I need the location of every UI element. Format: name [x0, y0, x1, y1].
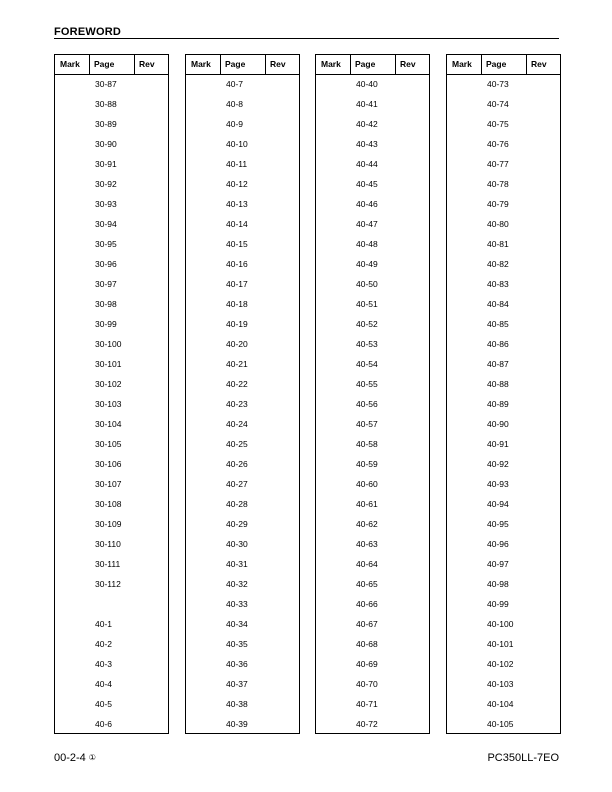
table-row: 40-60	[356, 479, 378, 489]
table-row: 40-51	[356, 299, 378, 309]
table-row: 40-64	[356, 559, 378, 569]
table-row: 40-90	[487, 419, 509, 429]
table-row: 40-67	[356, 619, 378, 629]
column-header-mark: Mark	[452, 59, 472, 69]
table-row: 40-29	[226, 519, 248, 529]
table-row: 40-75	[487, 119, 509, 129]
table-row: 30-91	[95, 159, 117, 169]
table-row: 40-21	[226, 359, 248, 369]
table-row: 40-68	[356, 639, 378, 649]
table-row: 40-99	[487, 599, 509, 609]
table-row: 40-54	[356, 359, 378, 369]
table-row: 40-48	[356, 239, 378, 249]
column-header-mark: Mark	[321, 59, 341, 69]
footer-page-number	[54, 752, 96, 764]
table-row: 40-98	[487, 579, 509, 589]
column-header-rev: Rev	[400, 59, 416, 69]
table-row: 30-98	[95, 299, 117, 309]
table-row: 40-55	[356, 379, 378, 389]
column-divider	[265, 55, 266, 75]
table-row: 40-19	[226, 319, 248, 329]
table-row: 40-35	[226, 639, 248, 649]
table-row: 40-91	[487, 439, 509, 449]
table-row: 40-14	[226, 219, 248, 229]
table-row: 40-18	[226, 299, 248, 309]
table-row: 30-112	[95, 579, 121, 589]
table-row: 40-87	[487, 359, 509, 369]
table-row: 30-92	[95, 179, 117, 189]
page-list-table-3	[315, 54, 430, 734]
column-divider	[220, 55, 221, 75]
table-row: 40-61	[356, 499, 378, 509]
table-row: 40-20	[226, 339, 248, 349]
table-row: 40-71	[356, 699, 378, 709]
table-header	[316, 55, 429, 75]
table-row: 40-32	[226, 579, 248, 589]
table-row: 40-78	[487, 179, 509, 189]
table-row: 40-50	[356, 279, 378, 289]
table-row: 40-5	[95, 699, 113, 709]
table-row: 30-105	[95, 439, 122, 449]
table-row: 40-53	[356, 339, 378, 349]
table-row: 40-13	[226, 199, 248, 209]
table-row: 40-27	[226, 479, 248, 489]
page-title: FOREWORD	[54, 26, 121, 38]
table-row: 30-107	[95, 479, 122, 489]
table-row: 40-24	[226, 419, 248, 429]
table-row: 30-90	[95, 139, 117, 149]
table-row: 40-58	[356, 439, 378, 449]
table-row: 40-80	[487, 219, 509, 229]
table-row: 40-84	[487, 299, 509, 309]
table-row: 30-96	[95, 259, 117, 269]
table-rows	[316, 75, 429, 735]
table-row: 40-83	[487, 279, 509, 289]
table-row: 40-74	[487, 99, 509, 109]
table-row: 40-56	[356, 399, 378, 409]
table-row: 40-17	[226, 279, 248, 289]
table-row: 40-69	[356, 659, 378, 669]
column-divider	[481, 55, 482, 75]
table-row: 40-39	[226, 719, 248, 729]
column-divider	[134, 55, 135, 75]
table-row: 30-88	[95, 99, 117, 109]
table-row: 40-92	[487, 459, 509, 469]
table-row: 40-7	[226, 79, 244, 89]
column-header-page: Page	[355, 59, 376, 69]
table-row: 40-4	[95, 679, 113, 689]
table-row: 40-85	[487, 319, 509, 329]
table-row: 30-106	[95, 459, 122, 469]
table-row: 40-93	[487, 479, 509, 489]
table-row: 30-97	[95, 279, 117, 289]
table-row: 30-93	[95, 199, 117, 209]
column-divider	[89, 55, 90, 75]
table-row: 40-100	[487, 619, 514, 629]
column-divider	[526, 55, 527, 75]
table-row: 40-11	[226, 159, 248, 169]
table-rows	[186, 75, 299, 735]
table-header	[186, 55, 299, 75]
revision-symbol-icon: ①	[88, 753, 96, 762]
table-row: 30-103	[95, 399, 122, 409]
page-list-table-2	[185, 54, 300, 734]
table-row: 40-96	[487, 539, 509, 549]
page-list-table-1	[54, 54, 169, 734]
table-row: 40-65	[356, 579, 378, 589]
table-row: 30-101	[95, 359, 122, 369]
table-row: 30-95	[95, 239, 117, 249]
table-row: 30-109	[95, 519, 122, 529]
table-row: 30-100	[95, 339, 122, 349]
table-row: 40-33	[226, 599, 248, 609]
table-row: 40-76	[487, 139, 509, 149]
table-row: 40-25	[226, 439, 248, 449]
table-row: 40-3	[95, 659, 113, 669]
table-row: 40-66	[356, 599, 378, 609]
title-divider	[54, 38, 559, 39]
table-rows	[447, 75, 560, 735]
table-header	[55, 55, 168, 75]
table-row: 40-82	[487, 259, 509, 269]
table-row: 40-44	[356, 159, 378, 169]
column-divider	[395, 55, 396, 75]
table-row: 40-88	[487, 379, 509, 389]
table-row: 40-97	[487, 559, 509, 569]
table-row	[55, 595, 168, 615]
table-row: 40-30	[226, 539, 248, 549]
table-row: 40-101	[487, 639, 514, 649]
table-row: 40-31	[226, 559, 248, 569]
table-row: 40-73	[487, 79, 509, 89]
table-row: 40-15	[226, 239, 248, 249]
table-row: 40-36	[226, 659, 248, 669]
table-row: 40-38	[226, 699, 248, 709]
page-number: 00-2-4	[54, 752, 86, 764]
column-divider	[350, 55, 351, 75]
table-row: 40-59	[356, 459, 378, 469]
table-row: 40-95	[487, 519, 509, 529]
column-header-page: Page	[94, 59, 115, 69]
table-row: 40-79	[487, 199, 509, 209]
table-row: 40-34	[226, 619, 248, 629]
column-header-mark: Mark	[60, 59, 80, 69]
column-header-page: Page	[486, 59, 507, 69]
table-row: 40-47	[356, 219, 378, 229]
table-row: 40-63	[356, 539, 378, 549]
footer-model: PC350LL-7EO	[487, 752, 559, 764]
table-row: 40-43	[356, 139, 378, 149]
table-header	[447, 55, 560, 75]
table-row: 40-23	[226, 399, 248, 409]
table-row: 30-94	[95, 219, 117, 229]
table-row: 40-105	[487, 719, 514, 729]
column-header-page: Page	[225, 59, 246, 69]
table-row: 40-94	[487, 499, 509, 509]
table-row: 40-10	[226, 139, 248, 149]
table-row: 40-102	[487, 659, 514, 669]
table-row: 40-2	[95, 639, 113, 649]
table-row: 40-52	[356, 319, 378, 329]
table-row: 40-103	[487, 679, 514, 689]
table-row: 40-40	[356, 79, 378, 89]
table-row: 40-12	[226, 179, 248, 189]
table-rows	[55, 75, 168, 735]
column-header-rev: Rev	[139, 59, 155, 69]
table-row: 30-102	[95, 379, 122, 389]
table-row: 40-104	[487, 699, 514, 709]
table-row: 40-46	[356, 199, 378, 209]
table-row: 40-26	[226, 459, 248, 469]
table-row: 40-6	[95, 719, 113, 729]
table-row: 40-1	[95, 619, 113, 629]
table-row: 40-16	[226, 259, 248, 269]
table-row: 30-110	[95, 539, 121, 549]
column-header-rev: Rev	[531, 59, 547, 69]
table-row: 40-49	[356, 259, 378, 269]
page-list-table-4	[446, 54, 561, 734]
column-header-rev: Rev	[270, 59, 286, 69]
table-row: 40-8	[226, 99, 244, 109]
table-row: 40-42	[356, 119, 378, 129]
table-row: 30-87	[95, 79, 117, 89]
table-row: 40-89	[487, 399, 509, 409]
table-row: 40-70	[356, 679, 378, 689]
table-row: 40-41	[356, 99, 378, 109]
column-header-mark: Mark	[191, 59, 211, 69]
table-row: 30-108	[95, 499, 122, 509]
table-row: 40-86	[487, 339, 509, 349]
table-row: 40-62	[356, 519, 378, 529]
table-row: 40-22	[226, 379, 248, 389]
table-row: 30-104	[95, 419, 122, 429]
table-row: 40-81	[487, 239, 509, 249]
table-row: 40-37	[226, 679, 248, 689]
table-row: 40-9	[226, 119, 244, 129]
table-row: 40-28	[226, 499, 248, 509]
table-row: 40-77	[487, 159, 509, 169]
table-row: 30-89	[95, 119, 117, 129]
table-row: 30-111	[95, 559, 121, 569]
table-row: 40-57	[356, 419, 378, 429]
table-row: 40-72	[356, 719, 378, 729]
table-row: 30-99	[95, 319, 117, 329]
table-row: 40-45	[356, 179, 378, 189]
